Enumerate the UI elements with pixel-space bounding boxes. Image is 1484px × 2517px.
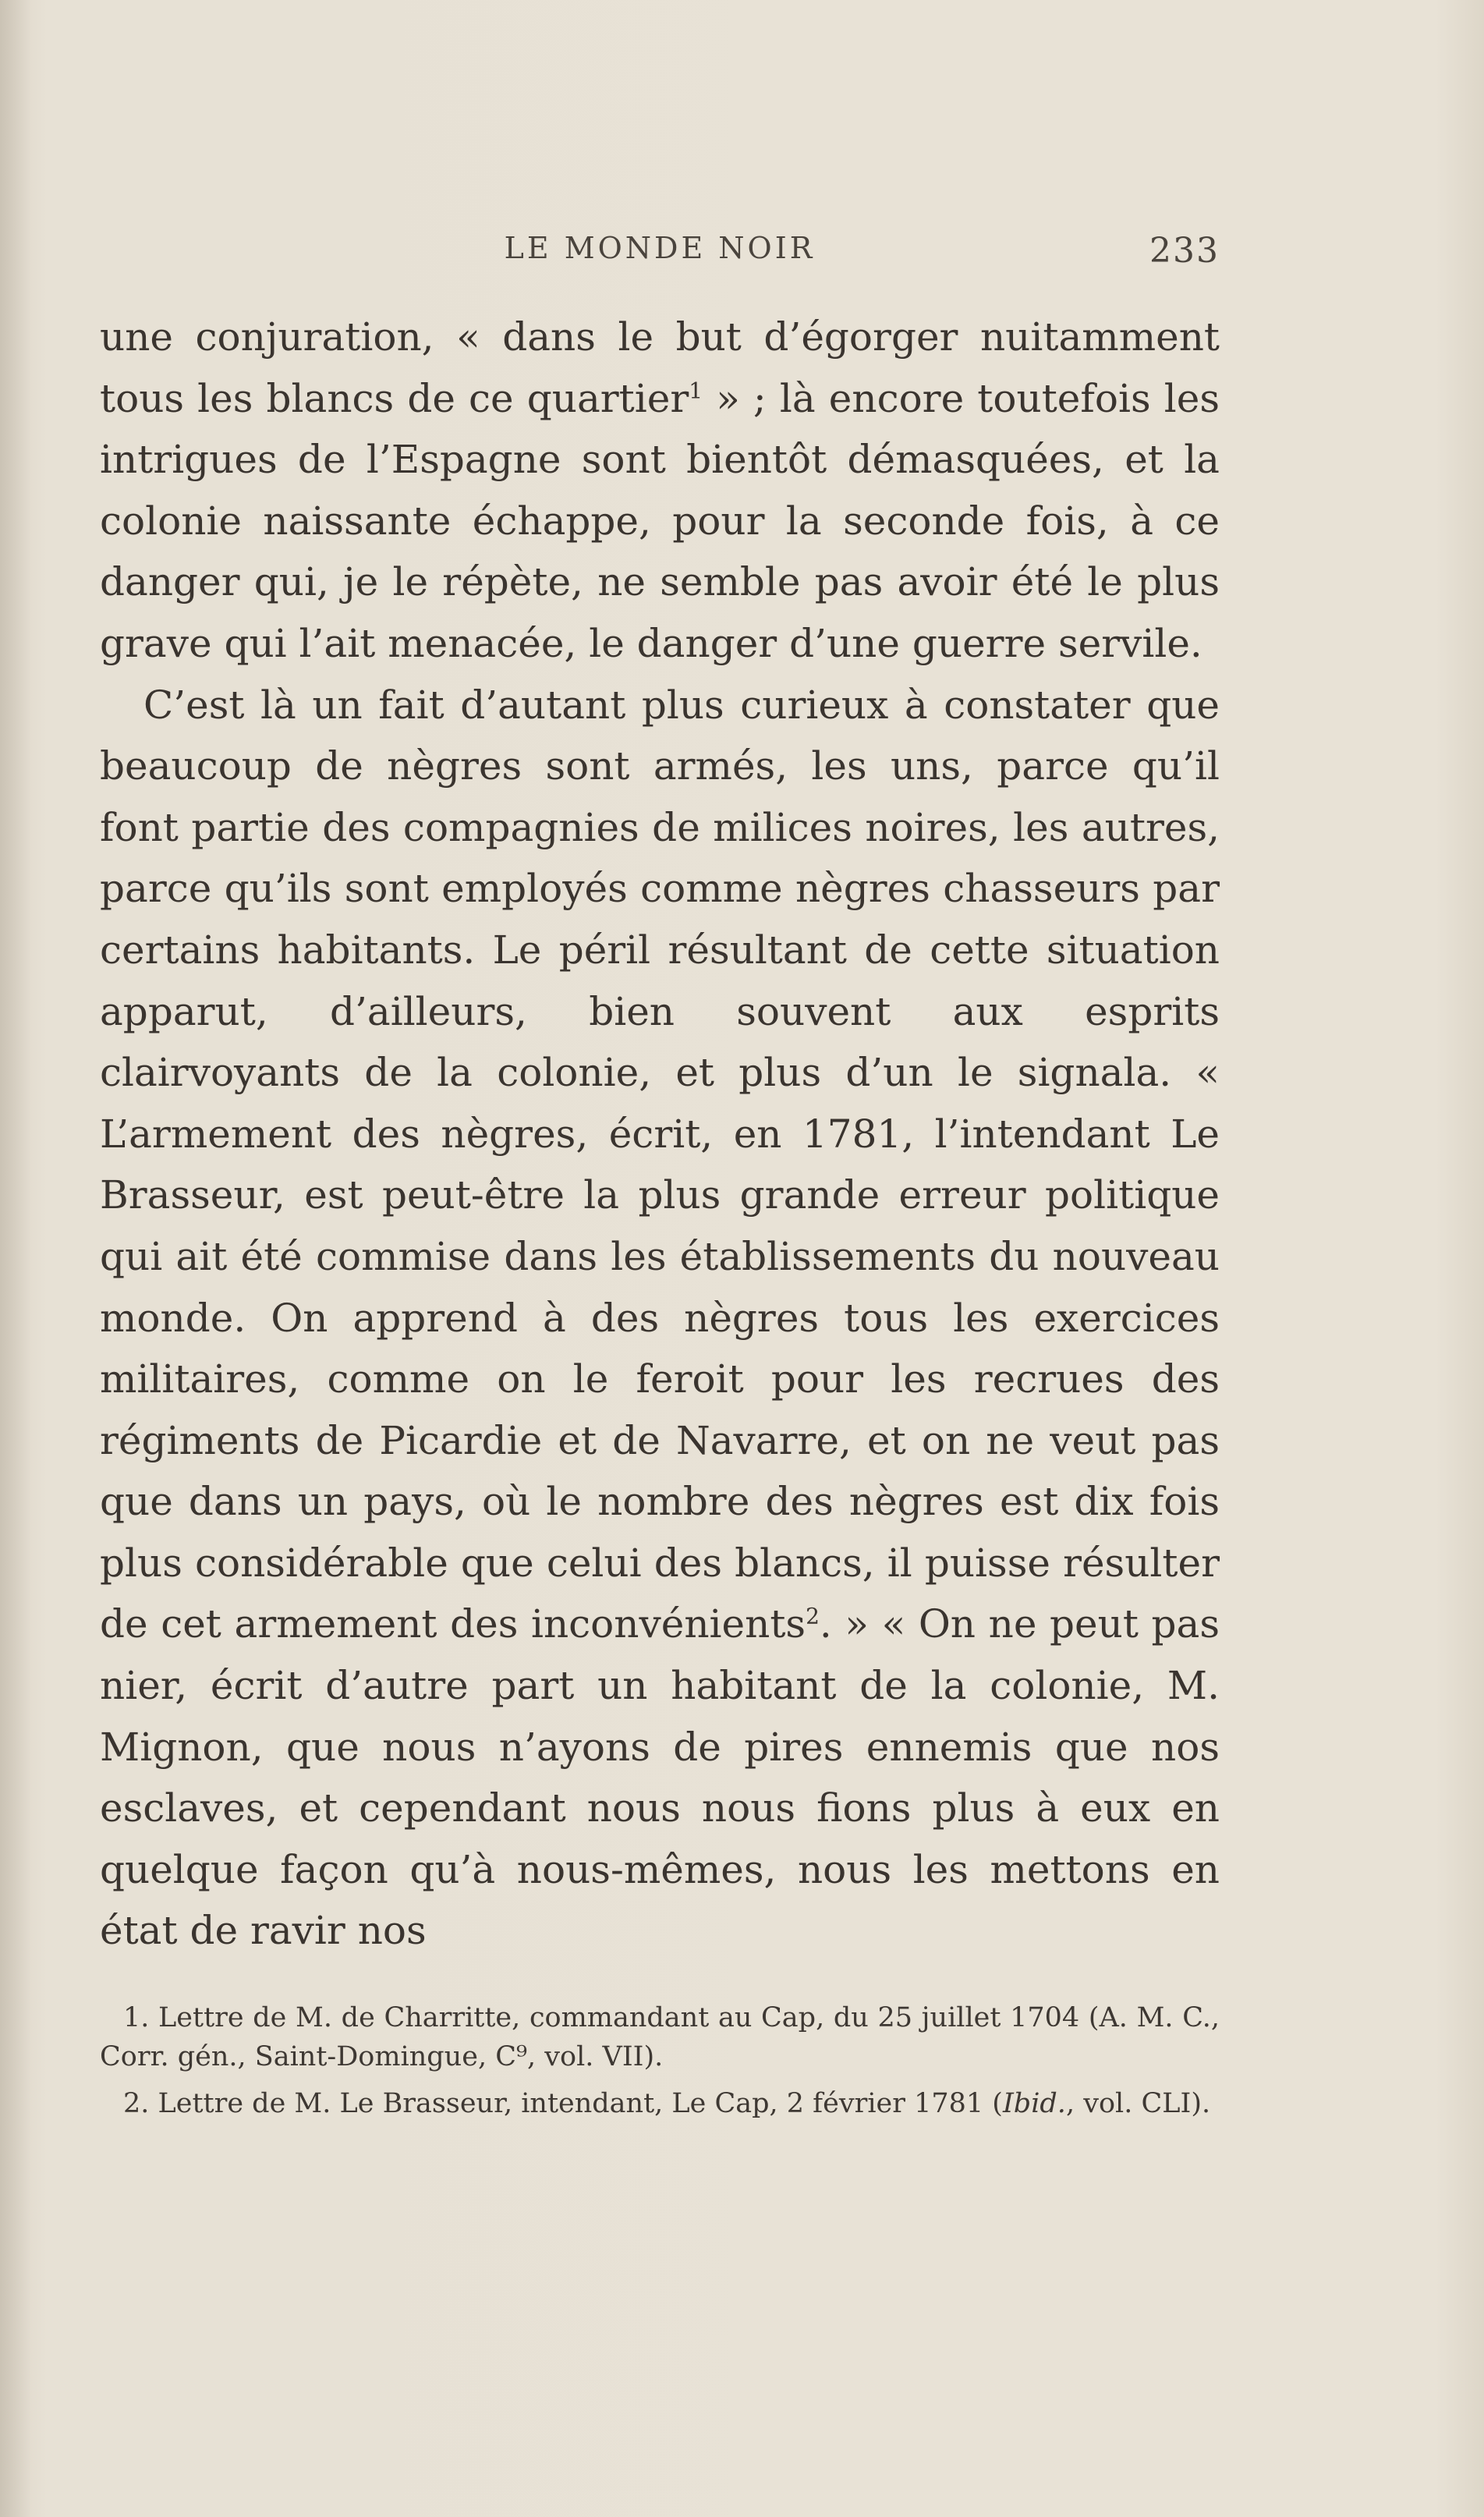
page-header (100, 231, 1220, 278)
page-gutter-shadow (0, 0, 31, 2517)
paragraph-2-text-b: . » « On ne peut pas nier, écrit d’autre part un habitant de la colonie, M. Mignon, que nous n’ayons de pires ennemis que nos esclaves, et cependant nous nous fions plus à eux en quelque façon qu’à nous-mêmes, nous les mettons en état de ravir nos (100, 1601, 1220, 1954)
footnote-2 (100, 2084, 1220, 2123)
paragraph-2 (100, 675, 1220, 1962)
body-text (100, 307, 1220, 1962)
footnote-ref-1: 1 (689, 377, 703, 403)
running-title: LE MONDE NOIR (504, 231, 816, 265)
footnote-2-text-b: , vol. CLI). (1065, 2088, 1211, 2119)
paragraph-2-text-a: C’est là un fait d’autant plus curieux à constater que beaucoup de nègres sont armés, les uns, parce qu’il font partie des compagnies de milices noires, les autres, parce qu’ils sont employés comme nègres chasseurs par certains habitants. Le péril résultant de cette situation apparut, d’ailleurs, bien souvent aux esprits clairvoyants de la colonie, et plus d’un le signala. « L’armement des nègres, écrit, en 1781, l’intendant Le Brasseur, est peut-être la plus grande erreur politique qui ait été commise dans les établissements du nouveau monde. On apprend à des nègres tous les exercices militaires, comme on le feroit pour les recrues des régiments de Picardie et de Navarre, et on ne veut pas que dans un pays, où le nombre des nègres est dix fois plus considérable que celui des blancs, il puisse résulter de cet armement des inconvénients (100, 682, 1220, 1647)
footnote-ref-2: 2 (806, 1603, 820, 1629)
footnote-1: 1. Lettre de M. de Charritte, commandant au Cap, du 25 juillet 1704 (A. M. C., Corr. gén., Saint-Domingue, C⁹, vol. VII). (100, 2002, 1220, 2072)
footnote-2-text-a: 2. Lettre de M. Le Brasseur, intendant, Le Cap, 2 février 1781 ( (123, 2088, 1003, 2119)
footnotes (100, 1998, 1220, 2131)
footnote-2-ibid: Ibid. (1002, 2088, 1066, 2119)
paragraph-1-text-b: » ; là encore toutefois les intrigues de l’Espagne sont bientôt démasquées, et la colonie naissante échappe, pour la seconde fois, à ce danger qui, je le répète, ne semble pas avoir été le plus grave qui l’ait menacée, le danger d’une guerre servile. (100, 375, 1220, 666)
page-number: 233 (1149, 231, 1220, 271)
paragraph-1 (100, 307, 1220, 675)
paragraph-1-text-a: une conjuration, « dans le but d’égorger nuitamment tous les blancs de ce quartier (100, 314, 1220, 421)
